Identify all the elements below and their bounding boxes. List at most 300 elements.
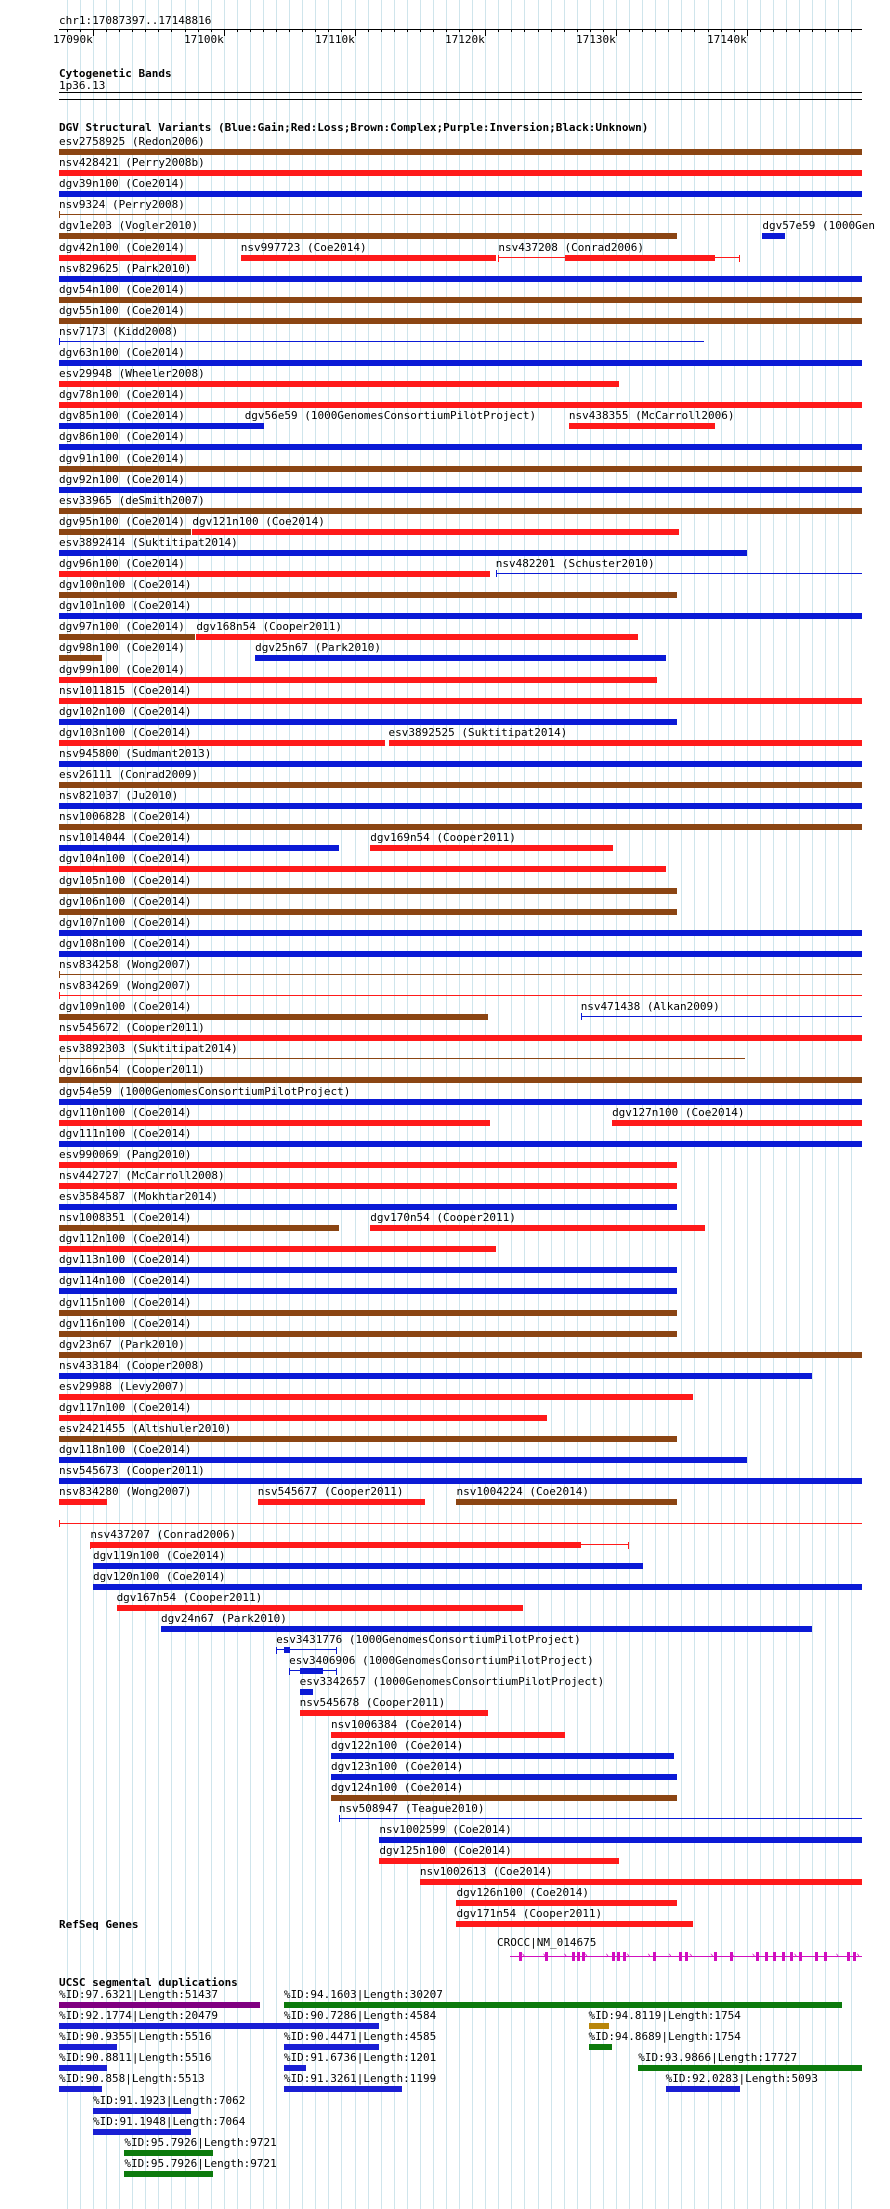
sv-bar[interactable] (370, 845, 613, 851)
sv-label[interactable]: dgv126n100 (Coe2014) (456, 1886, 589, 1900)
ruler-minor-tick (773, 29, 774, 32)
dgv-track-title[interactable]: DGV Structural Variants (Blue:Gain;Red:Loss;Brown:Complex;Purple:Inversion;Black:Unknown) (59, 121, 649, 134)
sv-label[interactable]: nsv545673 (Cooper2011) (59, 1464, 205, 1478)
sv-line[interactable] (59, 341, 704, 342)
ruler-minor-tick (577, 29, 578, 32)
segdup-bar[interactable] (589, 2044, 613, 2050)
sv-bar[interactable] (93, 1563, 643, 1569)
segdup-label[interactable]: %ID:91.6736|Length:1201 (283, 2051, 437, 2065)
segdup-bar[interactable] (59, 2002, 260, 2008)
sv-label[interactable]: dgv122n100 (Coe2014) (330, 1738, 464, 1752)
sv-bar[interactable] (59, 1352, 862, 1358)
segdup-bar[interactable] (638, 2065, 862, 2071)
sv-bar[interactable] (192, 529, 678, 535)
sv-bar[interactable] (59, 824, 862, 830)
sv-label[interactable]: dgv127n100 (Coe2014) (612, 1105, 745, 1119)
sv-bar[interactable] (59, 550, 747, 556)
sv-label[interactable]: esv2758925 (Redon2006) (59, 135, 205, 148)
sv-bar[interactable] (569, 423, 715, 429)
sv-bar[interactable] (59, 1310, 677, 1316)
sv-label[interactable]: dgv102n100 (Coe2014) (59, 704, 192, 718)
sv-label[interactable]: dgv57e59 (1000Gen (762, 219, 876, 233)
sv-label[interactable]: nsv437207 (Conrad2006) (90, 1527, 237, 1541)
sv-bar[interactable] (59, 1204, 677, 1210)
sv-bar[interactable] (59, 170, 862, 176)
sv-label[interactable]: dgv123n100 (Coe2014) (330, 1759, 464, 1773)
sv-label[interactable]: dgv171n54 (Cooper2011) (456, 1907, 603, 1921)
sv-label[interactable]: nsv1002613 (Coe2014) (419, 1865, 553, 1879)
grid-line (773, 0, 774, 2209)
sv-label[interactable]: dgv92n100 (Coe2014) (59, 472, 185, 486)
segdup-label[interactable]: %ID:90.9355|Length:5516 (59, 2030, 212, 2044)
sv-label[interactable]: dgv125n100 (Coe2014) (379, 1844, 512, 1858)
segdup-label[interactable]: %ID:90.4471|Length:4585 (283, 2030, 437, 2044)
segdup-bar[interactable] (284, 2044, 379, 2050)
segdup-label[interactable]: %ID:90.8811|Length:5516 (59, 2051, 212, 2065)
sv-label[interactable]: dgv107n100 (Coe2014) (59, 915, 192, 929)
segdup-label[interactable]: %ID:94.8119|Length:1754 (588, 2009, 741, 2023)
ruler-minor-tick (851, 29, 852, 32)
sv-bar[interactable] (59, 529, 191, 535)
sv-label[interactable]: dgv55n100 (Coe2014) (59, 303, 185, 317)
sv-line[interactable] (581, 1016, 862, 1017)
sv-bar[interactable] (59, 1457, 747, 1463)
sv-label[interactable]: dgv98n100 (Coe2014) (59, 641, 185, 655)
sv-bar[interactable] (379, 1837, 862, 1843)
sv-end-tick (289, 1668, 290, 1675)
sv-bar[interactable] (59, 1499, 107, 1505)
sv-label[interactable]: dgv39n100 (Coe2014) (59, 177, 185, 191)
sv-label[interactable]: dgv25n67 (Park2010) (255, 641, 381, 655)
sv-line[interactable] (59, 1523, 862, 1524)
sv-label[interactable]: dgv120n100 (Coe2014) (93, 1569, 226, 1583)
cytoband-line (59, 92, 862, 93)
sv-label[interactable]: dgv54n100 (Coe2014) (59, 282, 185, 296)
sv-bar[interactable] (59, 1415, 547, 1421)
sv-label[interactable]: nsv433184 (Cooper2008) (59, 1358, 205, 1372)
sv-bar[interactable] (300, 1689, 313, 1695)
segdup-bar[interactable] (124, 2150, 213, 2156)
sv-label[interactable]: esv3342657 (1000GenomesConsortiumPilotProject) (299, 1675, 605, 1689)
sv-bar[interactable] (59, 1478, 862, 1484)
cytoband-label[interactable]: 1p36.13 (59, 79, 106, 92)
sv-label[interactable]: dgv56e59 (1000GenomesConsortiumPilotProject) (244, 409, 537, 423)
sv-bar[interactable] (241, 255, 496, 261)
sv-end-tick (336, 1647, 337, 1654)
strand-arrow-icon: › (646, 1951, 652, 1961)
segdup-label[interactable]: %ID:97.6321|Length:51437 (59, 1988, 218, 2001)
sv-label[interactable]: dgv118n100 (Coe2014) (59, 1443, 192, 1457)
ruler-minor-tick (171, 29, 172, 32)
segdup-label[interactable]: %ID:90.858|Length:5513 (59, 2072, 205, 2086)
sv-label[interactable]: esv33965 (deSmith2007) (59, 493, 205, 507)
sv-label[interactable]: dgv108n100 (Coe2014) (59, 936, 192, 950)
sv-label[interactable]: dgv114n100 (Coe2014) (59, 1274, 192, 1288)
ruler-minor-tick (668, 29, 669, 32)
sv-label[interactable]: dgv78n100 (Coe2014) (59, 388, 185, 402)
sv-bar[interactable] (300, 1668, 324, 1674)
sv-line[interactable] (339, 1818, 862, 1819)
cytoband-track-title[interactable]: Cytogenetic Bands (59, 67, 172, 80)
sv-bar[interactable] (59, 466, 862, 472)
sv-bar[interactable] (420, 1879, 862, 1885)
sv-label[interactable]: dgv112n100 (Coe2014) (59, 1232, 192, 1246)
sv-bar[interactable] (331, 1795, 677, 1801)
sv-bar[interactable] (331, 1774, 677, 1780)
sv-label[interactable]: esv990069 (Pang2010) (59, 1147, 192, 1161)
sv-line[interactable] (496, 573, 862, 574)
sv-bar[interactable] (331, 1732, 565, 1738)
sv-label[interactable]: dgv23n67 (Park2010) (59, 1337, 185, 1351)
sv-label[interactable]: dgv113n100 (Coe2014) (59, 1253, 192, 1267)
gene-label[interactable]: CROCC|NM_014675 (497, 1936, 597, 1949)
segdup-bar[interactable] (124, 2171, 213, 2177)
grid-line (642, 0, 643, 2209)
sv-bar[interactable] (245, 423, 265, 429)
gene-exon[interactable] (824, 1952, 827, 1961)
grid-line (198, 0, 199, 2209)
strand-arrow-icon: › (541, 1951, 547, 1961)
sv-label[interactable]: esv3892414 (Suktitipat2014) (59, 535, 238, 549)
sv-bar[interactable] (59, 1141, 862, 1147)
sv-label[interactable]: dgv109n100 (Coe2014) (59, 1000, 192, 1014)
segdup-bar[interactable] (284, 2002, 842, 2008)
sv-label[interactable]: dgv119n100 (Coe2014) (93, 1548, 226, 1562)
ruler-minor-tick (616, 29, 617, 32)
sv-bar[interactable] (59, 613, 862, 619)
sv-bar[interactable] (59, 761, 862, 767)
sv-bar[interactable] (612, 1120, 862, 1126)
sv-bar[interactable] (59, 149, 862, 155)
sv-bar[interactable] (59, 1436, 677, 1442)
sv-label[interactable]: nsv997723 (Coe2014) (240, 240, 367, 254)
sv-label[interactable]: nsv482201 (Schuster2010) (495, 557, 655, 570)
sv-bar[interactable] (59, 803, 862, 809)
gene-exon[interactable] (714, 1952, 717, 1961)
sv-label[interactable]: nsv1014044 (Coe2014) (59, 831, 192, 845)
sv-label[interactable]: dgv121n100 (Coe2014) (192, 514, 325, 528)
sv-label[interactable]: esv3406906 (1000GenomesConsortiumPilotProject) (289, 1654, 594, 1668)
sv-bar[interactable] (59, 1373, 812, 1379)
sv-bar[interactable] (59, 930, 862, 936)
gene-exon[interactable] (577, 1952, 580, 1961)
segdup-bar[interactable] (666, 2086, 741, 2092)
ruler-minor-tick (538, 29, 539, 32)
strand-arrow-icon: › (562, 1951, 568, 1961)
sv-label[interactable]: dgv42n100 (Coe2014) (59, 240, 185, 254)
sv-bar[interactable] (59, 1035, 862, 1041)
sv-label[interactable]: esv3584587 (Mokhtar2014) (59, 1190, 218, 1203)
sv-label[interactable]: dgv24n67 (Park2010) (161, 1612, 287, 1625)
sv-bar[interactable] (59, 1077, 862, 1083)
sv-label[interactable]: nsv1008351 (Coe2014) (59, 1211, 192, 1225)
sv-bar[interactable] (59, 845, 339, 851)
sv-bar[interactable] (59, 909, 677, 915)
sv-label[interactable]: dgv85n100 (Coe2014) (59, 409, 185, 423)
sv-bar[interactable] (59, 1014, 488, 1020)
sv-bar[interactable] (59, 1246, 496, 1252)
sv-label[interactable]: dgv91n100 (Coe2014) (59, 451, 185, 465)
sv-label[interactable]: dgv106n100 (Coe2014) (59, 894, 192, 908)
sv-label[interactable]: dgv96n100 (Coe2014) (59, 557, 185, 570)
sv-bar[interactable] (59, 866, 666, 872)
sv-end-tick (739, 255, 740, 262)
sv-label[interactable]: nsv829625 (Park2010) (59, 261, 192, 275)
sv-label[interactable]: nsv545672 (Cooper2011) (59, 1021, 205, 1035)
sv-label[interactable]: nsv545677 (Cooper2011) (257, 1485, 404, 1499)
sv-bar[interactable] (456, 1499, 677, 1505)
grid-line (590, 0, 591, 2209)
sv-end-tick (59, 338, 60, 345)
sv-label[interactable]: dgv103n100 (Coe2014) (59, 725, 192, 739)
sv-bar[interactable] (456, 1921, 693, 1927)
ruler-minor-tick (747, 29, 748, 32)
segdup-bar[interactable] (284, 2065, 306, 2071)
sv-end-tick (628, 1542, 629, 1549)
sv-label[interactable]: nsv1011815 (Coe2014) (59, 683, 192, 697)
sv-bar[interactable] (59, 740, 385, 746)
sv-label[interactable]: nsv508947 (Teague2010) (338, 1801, 485, 1815)
sv-line[interactable] (59, 1058, 745, 1059)
ruler-minor-tick (289, 29, 290, 32)
sv-label[interactable]: nsv442727 (McCarroll2008) (59, 1168, 225, 1182)
sv-label[interactable]: esv29988 (Levy2007) (59, 1379, 185, 1393)
sv-line[interactable] (59, 995, 862, 996)
ruler-minor-tick (185, 29, 186, 32)
segdup-bar[interactable] (93, 2129, 191, 2135)
sv-label[interactable]: nsv834280 (Wong2007) (59, 1485, 192, 1499)
sv-bar[interactable] (59, 276, 862, 282)
sv-bar[interactable] (196, 634, 638, 640)
sv-label[interactable]: nsv821037 (Ju2010) (59, 789, 179, 803)
sv-bar[interactable] (59, 487, 862, 493)
sv-label[interactable]: dgv167n54 (Cooper2011) (116, 1590, 263, 1604)
sv-label[interactable]: dgv100n100 (Coe2014) (59, 578, 192, 592)
sv-label[interactable]: nsv945800 (Sudmant2013) (59, 746, 212, 760)
sv-bar[interactable] (456, 1900, 677, 1906)
gene-exon[interactable] (765, 1952, 768, 1961)
sv-bar[interactable] (370, 1225, 705, 1231)
sv-bar[interactable] (59, 191, 862, 197)
gene-exon[interactable] (847, 1952, 850, 1961)
sv-label[interactable]: nsv834269 (Wong2007) (59, 979, 192, 992)
sv-label[interactable]: dgv86n100 (Coe2014) (59, 430, 185, 444)
segdup-label[interactable]: %ID:91.1948|Length:7064 (93, 2114, 246, 2128)
gene-exon[interactable] (782, 1952, 785, 1961)
grid-line (708, 0, 709, 2209)
grid-line (616, 0, 617, 2209)
segdup-label[interactable]: %ID:95.7926|Length:9721 (124, 2156, 277, 2170)
sv-bar[interactable] (379, 1858, 618, 1864)
sv-label[interactable]: dgv166n54 (Cooper2011) (59, 1063, 205, 1077)
grid-line (289, 0, 290, 2209)
sv-bar[interactable] (255, 655, 666, 661)
sv-label[interactable]: dgv97n100 (Coe2014) (59, 620, 185, 634)
grid-line (224, 0, 225, 2209)
segdup-bar[interactable] (93, 2108, 191, 2114)
sv-label[interactable]: nsv1006384 (Coe2014) (330, 1717, 464, 1731)
ruler-minor-tick (263, 29, 264, 32)
sv-bar[interactable] (59, 782, 862, 788)
sv-label[interactable]: esv3431776 (1000GenomesConsortiumPilotProject) (276, 1633, 581, 1647)
sv-label[interactable]: dgv116n100 (Coe2014) (59, 1316, 192, 1330)
segdup-label[interactable]: %ID:93.9866|Length:17727 (638, 2051, 798, 2065)
sv-bar[interactable] (59, 381, 619, 387)
sv-label[interactable]: nsv7173 (Kidd2008) (59, 324, 179, 338)
segdup-label[interactable]: %ID:92.0283|Length:5093 (665, 2072, 818, 2086)
gene-exon[interactable] (612, 1952, 615, 1961)
sv-bar[interactable] (117, 1605, 524, 1611)
sv-line[interactable] (59, 214, 862, 215)
grid-line (185, 0, 186, 2209)
sv-end-tick (339, 1815, 340, 1822)
gene-exon[interactable] (572, 1952, 575, 1961)
sv-bar[interactable] (59, 571, 490, 577)
sv-label[interactable]: dgv111n100 (Coe2014) (59, 1126, 192, 1140)
sv-label[interactable]: dgv124n100 (Coe2014) (330, 1780, 464, 1794)
sv-bar[interactable] (59, 1267, 677, 1273)
sv-label[interactable]: dgv168n54 (Cooper2011) (196, 620, 343, 634)
segdup-bar[interactable] (284, 2086, 402, 2092)
ruler-minor-tick (825, 29, 826, 32)
sv-bar[interactable] (59, 951, 862, 957)
sv-label[interactable]: dgv115n100 (Coe2014) (59, 1295, 192, 1309)
sv-label[interactable]: dgv1e203 (Vogler2010) (59, 219, 199, 233)
segdup-label[interactable]: %ID:90.7286|Length:4584 (283, 2009, 437, 2023)
sv-bar[interactable] (59, 444, 862, 450)
sv-bar[interactable] (59, 1183, 677, 1189)
ruler-minor-tick (158, 29, 159, 32)
sv-label[interactable]: dgv170n54 (Cooper2011) (370, 1211, 516, 1225)
grid-line (603, 0, 604, 2209)
sv-bar[interactable] (59, 402, 862, 408)
segdup-label[interactable]: %ID:94.1603|Length:30207 (283, 1988, 443, 2001)
sv-label[interactable]: nsv1004224 (Coe2014) (456, 1485, 589, 1499)
sv-bar[interactable] (59, 1099, 862, 1105)
gene-exon[interactable] (653, 1952, 656, 1961)
segdup-label[interactable]: %ID:91.3261|Length:1199 (283, 2072, 437, 2086)
segdup-label[interactable]: %ID:91.1923|Length:7062 (93, 2093, 246, 2107)
sv-bar[interactable] (59, 677, 657, 683)
segdup-label[interactable]: %ID:92.1774|Length:20479 (59, 2009, 218, 2023)
grid-line (721, 0, 722, 2209)
sv-label[interactable]: dgv117n100 (Coe2014) (59, 1401, 192, 1414)
sv-bar[interactable] (93, 1584, 862, 1590)
ruler-minor-tick (511, 29, 512, 32)
sv-bar[interactable] (59, 655, 102, 661)
strand-arrow-icon: › (687, 1951, 694, 1961)
sv-bar[interactable] (59, 1162, 677, 1168)
sv-label[interactable]: dgv110n100 (Coe2014) (59, 1105, 192, 1119)
gene-exon[interactable] (617, 1952, 620, 1961)
segdup-bar[interactable] (589, 2023, 610, 2029)
sv-bar[interactable] (59, 318, 862, 324)
segdup-label[interactable]: %ID:94.8689|Length:1754 (588, 2030, 741, 2044)
sv-label[interactable]: nsv471438 (Alkan2009) (580, 1000, 720, 1014)
segdup-bar[interactable] (284, 2023, 379, 2029)
sv-bar[interactable] (59, 592, 677, 598)
sv-label[interactable]: nsv428421 (Perry2008b) (59, 156, 205, 170)
sv-bar[interactable] (59, 719, 677, 725)
sv-label[interactable]: nsv834258 (Wong2007) (59, 957, 192, 971)
segdup-bar[interactable] (59, 2023, 284, 2029)
segdup-bar[interactable] (59, 2044, 117, 2050)
position-label: chr1:17087397..17148816 (59, 14, 212, 27)
ruler-minor-tick (838, 29, 839, 32)
grid-line (368, 0, 369, 2209)
sv-label[interactable]: nsv1006828 (Coe2014) (59, 810, 192, 824)
gene-exon[interactable] (756, 1952, 759, 1961)
sv-bar[interactable] (161, 1626, 812, 1632)
segdup-bar[interactable] (59, 2086, 102, 2092)
sv-bar[interactable] (565, 255, 715, 261)
sv-bar[interactable] (300, 1710, 488, 1716)
sv-bar[interactable] (59, 297, 862, 303)
sv-bar[interactable] (59, 423, 260, 429)
sv-label[interactable]: dgv101n100 (Coe2014) (59, 599, 192, 613)
sv-bar[interactable] (59, 1120, 490, 1126)
sv-bar[interactable] (258, 1499, 425, 1505)
sv-label[interactable]: esv3892525 (Suktitipat2014) (388, 725, 568, 739)
sv-label[interactable]: esv26111 (Conrad2009) (59, 768, 199, 781)
sv-bar[interactable] (59, 634, 195, 640)
sv-label[interactable]: dgv169n54 (Cooper2011) (370, 831, 516, 845)
grid-line (681, 0, 682, 2209)
segdup-track-title[interactable]: UCSC segmental duplications (59, 1976, 238, 1989)
segdup-label[interactable]: %ID:95.7926|Length:9721 (124, 2135, 277, 2149)
sv-bar[interactable] (59, 1394, 693, 1400)
grid-line (629, 0, 630, 2209)
segdup-bar[interactable] (59, 2065, 107, 2071)
gene-exon[interactable] (799, 1952, 802, 1961)
sv-bar[interactable] (331, 1753, 674, 1759)
sv-label[interactable]: esv29948 (Wheeler2008) (59, 367, 205, 381)
sv-label[interactable]: dgv63n100 (Coe2014) (59, 346, 185, 359)
sv-bar[interactable] (59, 1331, 677, 1337)
sv-bar[interactable] (59, 508, 862, 514)
sv-bar[interactable] (59, 698, 862, 704)
sv-label[interactable]: nsv9324 (Perry2008) (59, 198, 185, 212)
sv-bar[interactable] (59, 360, 862, 366)
sv-bar[interactable] (59, 1225, 339, 1231)
sv-label[interactable]: dgv104n100 (Coe2014) (59, 852, 192, 866)
refseq-track-title[interactable]: RefSeq Genes (59, 1918, 139, 1931)
grid-line (747, 0, 748, 2209)
sv-label[interactable]: nsv1002599 (Coe2014) (379, 1823, 512, 1836)
sv-label[interactable]: esv2421455 (Altshuler2010) (59, 1422, 232, 1436)
ruler-minor-tick (734, 29, 735, 32)
sv-label[interactable]: dgv99n100 (Coe2014) (59, 662, 185, 676)
sv-bar[interactable] (389, 740, 862, 746)
sv-label[interactable]: esv3892303 (Suktitipat2014) (59, 1042, 238, 1056)
sv-label[interactable]: dgv54e59 (1000GenomesConsortiumPilotProject) (59, 1084, 351, 1098)
sv-label[interactable]: nsv437208 (Conrad2006) (498, 240, 645, 254)
sv-label[interactable]: nsv545678 (Cooper2011) (299, 1696, 446, 1710)
sv-bar[interactable] (284, 1647, 290, 1653)
sv-bar[interactable] (59, 233, 677, 239)
strand-arrow-icon: › (604, 1951, 610, 1961)
sv-bar[interactable] (59, 255, 196, 261)
sv-label[interactable]: dgv95n100 (Coe2014) (59, 514, 185, 528)
gene-exon[interactable] (679, 1952, 682, 1961)
sv-label[interactable]: nsv438355 (McCarroll2006) (568, 409, 735, 423)
sv-bar[interactable] (90, 1542, 580, 1548)
sv-line[interactable] (59, 974, 862, 975)
sv-bar[interactable] (762, 233, 784, 239)
sv-label[interactable]: dgv105n100 (Coe2014) (59, 873, 192, 887)
sv-bar[interactable] (59, 1288, 677, 1294)
sv-bar[interactable] (59, 888, 677, 894)
